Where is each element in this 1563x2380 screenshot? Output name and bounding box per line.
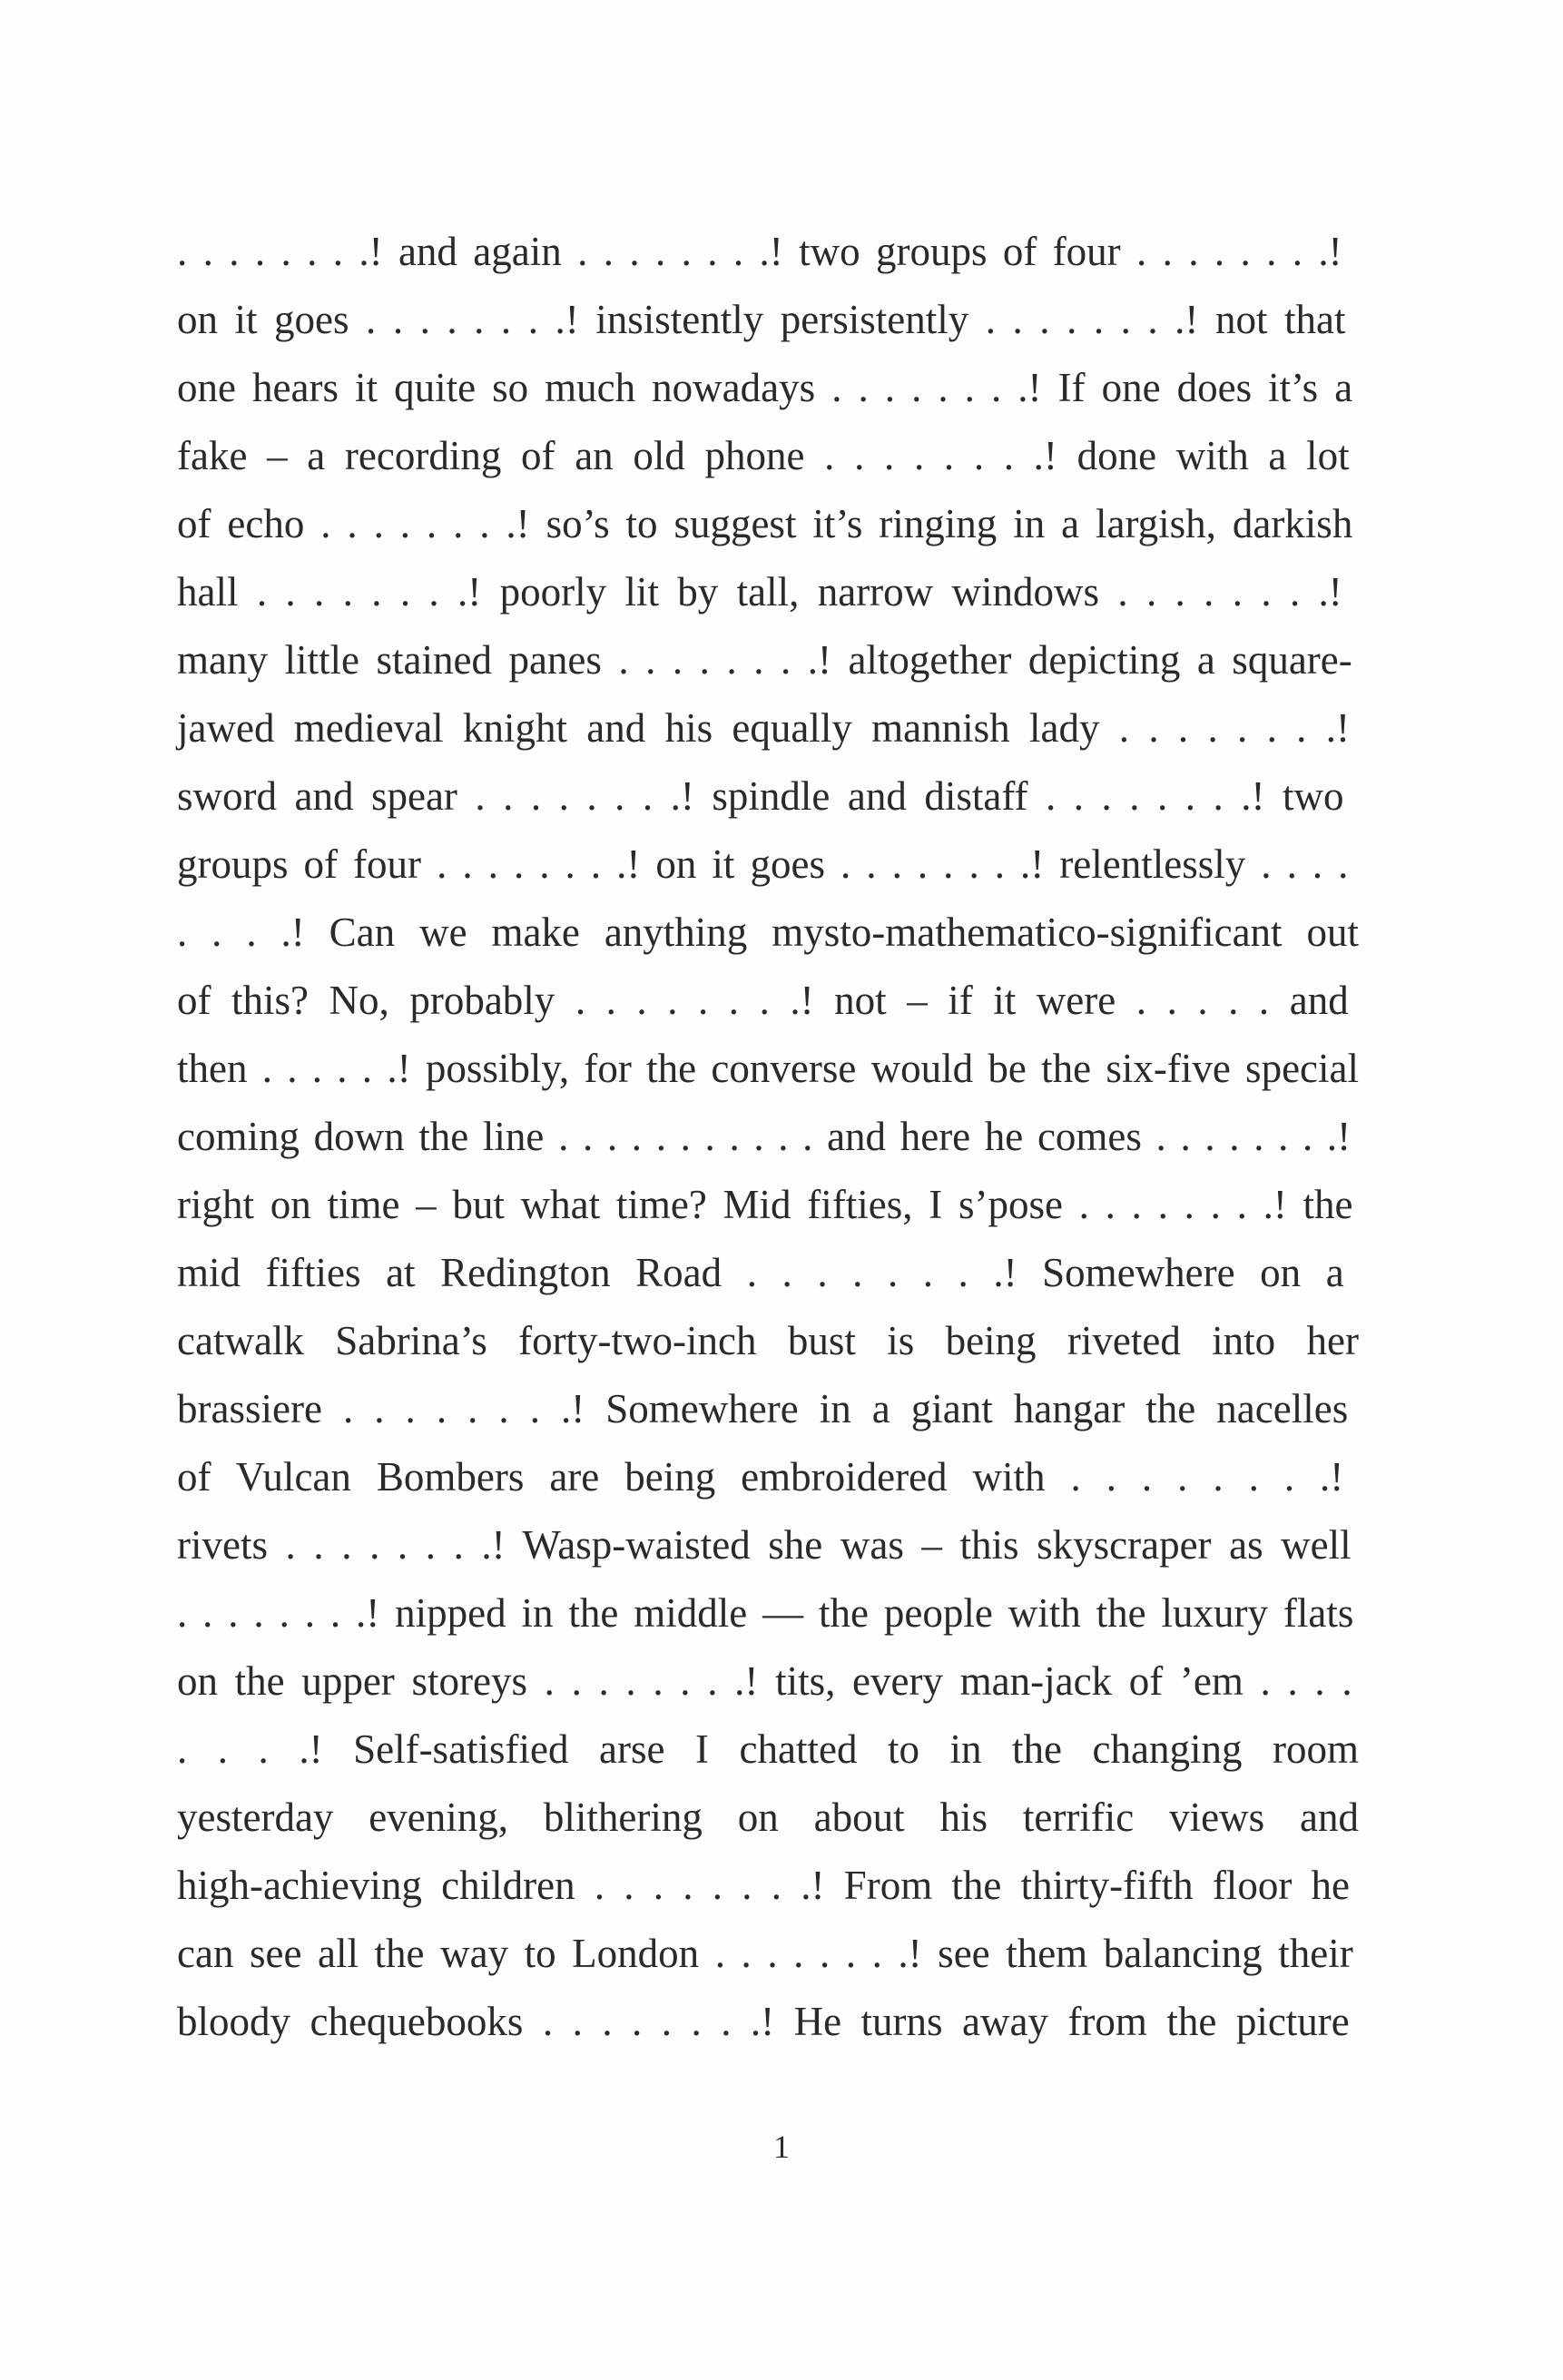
text-line: on it goes . . . . . . . .! insistently persistently . . . . . . . .! not that xyxy=(177,297,1346,342)
text-line: brassiere . . . . . . . .! Somewhere in a giant hangar the nacelles xyxy=(177,1386,1349,1431)
text-line: jawed medieval knight and his equally mannish lady . . . . . . . .! xyxy=(177,705,1350,751)
text-line: yesterday evening, blithering on about his terrific views and xyxy=(177,1795,1359,1840)
text-line: of this? No, probably . . . . . . . .! not – if it were . . . . . and xyxy=(177,978,1349,1023)
text-line: of Vulcan Bombers are being embroidered with . . . . . . . .! xyxy=(177,1454,1344,1500)
text-line: . . . . . . . .! and again . . . . . . . .! two groups of four . . . . . . . .! xyxy=(177,229,1342,274)
text-line: bloody chequebooks . . . . . . . .! He turns away from the picture xyxy=(177,1999,1350,2044)
text-line: catwalk Sabrina’s forty-two-inch bust is being riveted into her xyxy=(177,1318,1359,1363)
page-number: 1 xyxy=(773,2129,790,2165)
text-line: many little stained panes . . . . . . . .! altogether depicting a square- xyxy=(177,637,1352,683)
text-line: then . . . . . .! possibly, for the converse would be the six-five special xyxy=(177,1046,1359,1091)
text-line: of echo . . . . . . . .! so’s to suggest it’s ringing in a largish, darkish xyxy=(177,501,1353,546)
text-line: sword and spear . . . . . . . .! spindle and distaff . . . . . . . .! two xyxy=(177,773,1344,819)
body-text xyxy=(177,218,1359,2056)
text-line: high-achieving children . . . . . . . .! From the thirty-fifth floor he xyxy=(177,1863,1351,1908)
text-line: groups of four . . . . . . . .! on it goes . . . . . . . .! relentlessly . . . . xyxy=(177,841,1349,887)
text-line: . . . . . . . .! nipped in the middle — the people with the luxury flats xyxy=(177,1590,1354,1636)
text-line: right on time – but what time? Mid fifties, I s’pose . . . . . . . .! the xyxy=(177,1182,1353,1227)
text-line: mid fifties at Redington Road . . . . . . . .! Somewhere on a xyxy=(177,1250,1344,1295)
text-line: can see all the way to London . . . . . . . .! see them balancing their xyxy=(177,1931,1353,1976)
text-line: coming down the line . . . . . . . . . . . and here he comes . . . . . . . .! xyxy=(177,1114,1352,1159)
text-line: hall . . . . . . . .! poorly lit by tall, narrow windows . . . . . . . .! xyxy=(177,569,1342,615)
text-line: rivets . . . . . . . .! Wasp-waisted she was – this skyscraper as well xyxy=(177,1522,1352,1568)
text-line: . . . .! Can we make anything mysto-mathematico-significant out xyxy=(177,910,1359,955)
text-line: on the upper storeys . . . . . . . .! tits, every man-jack of ’em . . . . xyxy=(177,1658,1352,1704)
text-line: . . . .! Self-satisfied arse I chatted to in the changing room xyxy=(177,1726,1359,1772)
text-line: one hears it quite so much nowadays . . . . . . . .! If one does it’s a xyxy=(177,365,1353,410)
text-line: fake – a recording of an old phone . . . . . . . .! done with a lot xyxy=(177,433,1350,478)
